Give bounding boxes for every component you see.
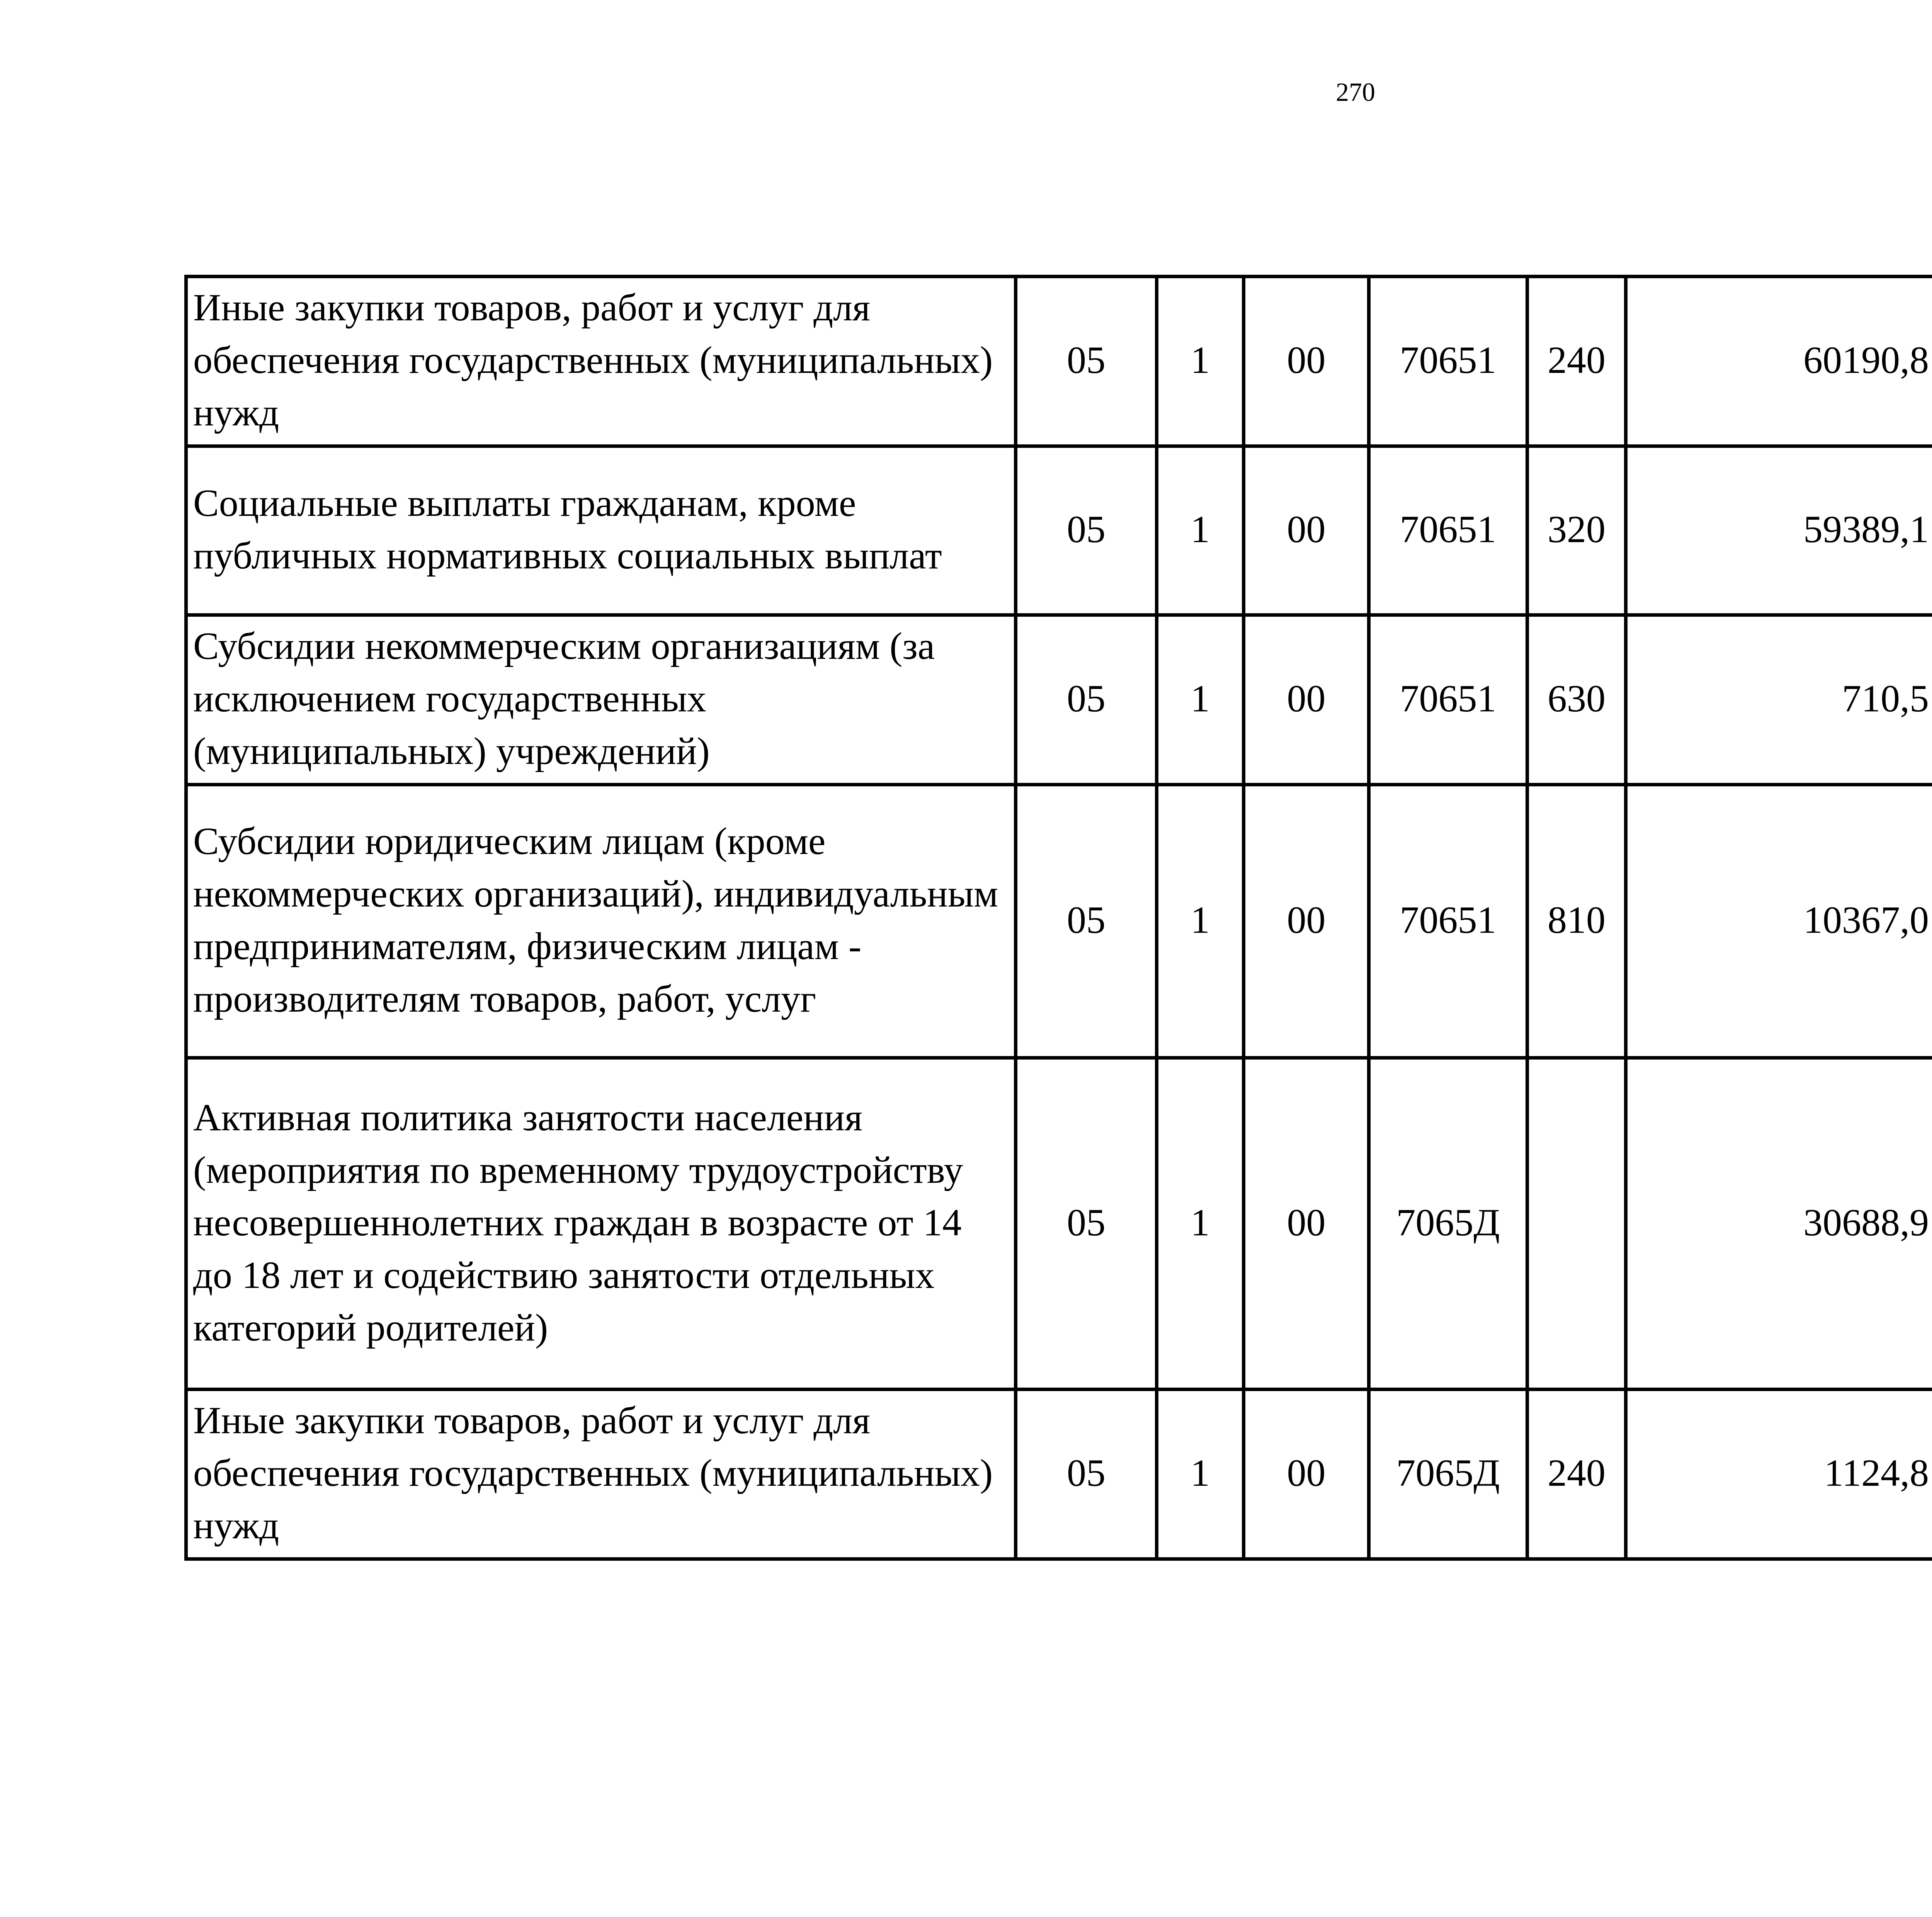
section-code-cell: 05 [1016,1058,1157,1390]
program-code-cell: 1 [1157,1390,1244,1559]
table-row [186,1058,1932,1390]
page-number: 270 [1336,77,1375,107]
program-code-cell: 1 [1157,1058,1244,1390]
target-article-cell: 7065Д [1369,1058,1527,1390]
target-article-cell: 7065Д [1369,1390,1527,1559]
target-article-cell: 70651 [1369,615,1527,785]
row-name-cell: Социальные выплаты гражданам, кроме публичных нормативных социальных выплат [186,446,1016,615]
subprogram-code-cell: 00 [1244,446,1369,615]
table-row [186,446,1932,615]
section-code-cell: 05 [1016,1390,1157,1559]
target-article-cell: 70651 [1369,446,1527,615]
program-code-cell: 1 [1157,446,1244,615]
budget-table [184,275,1932,1561]
row-name-cell: Иные закупки товаров, работ и услуг для обеспечения государственных (муниципальных) нужд [186,1390,1016,1559]
table-row [186,785,1932,1058]
subprogram-code-cell: 00 [1244,1390,1369,1559]
section-code-cell: 05 [1016,615,1157,785]
row-name-cell: Иные закупки товаров, работ и услуг для обеспечения государственных (муниципальных) нужд [186,277,1016,446]
row-name-cell: Субсидии юридическим лицам (кроме некоммерческих организаций), индивидуальным предпринимателям, физическим лицам - производителям товаров, работ, услуг [186,785,1016,1058]
amount-1-cell: 10367,0 [1626,785,1932,1058]
section-code-cell: 05 [1016,446,1157,615]
amount-1-cell: 710,5 [1626,615,1932,785]
amount-1-cell: 1124,8 [1626,1390,1932,1559]
section-code-cell: 05 [1016,277,1157,446]
amount-1-cell: 30688,9 [1626,1058,1932,1390]
subprogram-code-cell: 00 [1244,615,1369,785]
expense-type-cell: 630 [1527,615,1626,785]
expense-type-cell: 240 [1527,1390,1626,1559]
amount-1-cell: 60190,8 [1626,277,1932,446]
target-article-cell: 70651 [1369,277,1527,446]
section-code-cell: 05 [1016,785,1157,1058]
target-article-cell: 70651 [1369,785,1527,1058]
expense-type-cell: 810 [1527,785,1626,1058]
subprogram-code-cell: 00 [1244,277,1369,446]
amount-1-cell: 59389,1 [1626,446,1932,615]
subprogram-code-cell: 00 [1244,1058,1369,1390]
table-row [186,277,1932,446]
program-code-cell: 1 [1157,785,1244,1058]
subprogram-code-cell: 00 [1244,785,1369,1058]
table-row [186,1390,1932,1559]
expense-type-cell: 240 [1527,277,1626,446]
expense-type-cell: 320 [1527,446,1626,615]
expense-type-cell [1527,1058,1626,1390]
program-code-cell: 1 [1157,615,1244,785]
row-name-cell: Активная политика занятости населения (мероприятия по временному трудоустройству несовершеннолетних граждан в возрасте от 14 до 18 лет и содействию занятости отдельных категорий родителей) [186,1058,1016,1390]
program-code-cell: 1 [1157,277,1244,446]
row-name-cell: Субсидии некоммерческим организациям (за исключением государственных (муниципальных) учреждений) [186,615,1016,785]
table-row [186,615,1932,785]
